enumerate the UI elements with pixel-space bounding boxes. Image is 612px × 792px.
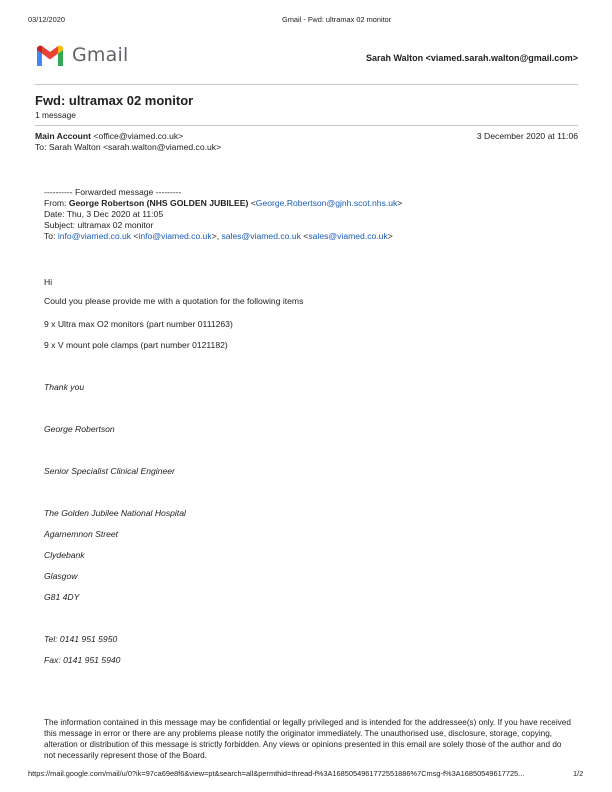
page-title: Fwd: ultramax 02 monitor — [35, 93, 194, 108]
fax-line: Fax: 0141 951 5940 — [44, 655, 121, 665]
sender-line — [35, 131, 183, 141]
forwarded-from-name: George Robertson (NHS GOLDEN JUBILEE) — [68, 198, 249, 208]
forwarded-to-label: To: — [44, 231, 58, 241]
forwarded-from-label: From: — [44, 198, 69, 208]
forwarded-date: Date: Thu, 3 Dec 2020 at 11:05 — [44, 209, 164, 219]
divider-top — [35, 84, 578, 85]
forwarded-subject: Subject: ultramax 02 monitor — [44, 220, 154, 230]
address-line-5: G81 4DY — [44, 592, 80, 602]
to-link-sales[interactable]: sales@viamed.co.uk — [221, 231, 301, 241]
to-link-info[interactable]: info@viamed.co.uk — [57, 231, 132, 241]
recipient-line: To: Sarah Walton <sarah.walton@viamed.co.uk> — [35, 142, 222, 152]
forwarded-from-email-link[interactable]: George.Robertson@gjnh.scot.nhs.uk — [255, 198, 398, 208]
disclaimer-text: The information contained in this message may be confidential or legally privileged and is intended for the addressee(s) only. If you have received this message in error or there are any problems please notify the originator immediately. The unauthorised use, disclosure, storage, copying, alteration or distribution of this message is strictly forbidden. Any views or opinions presented in this email are solely those of the author and do not necessarily represent those of the Board. — [44, 718, 571, 760]
address-line-1: The Golden Jubilee National Hospital — [44, 508, 186, 518]
signature-name: George Robertson — [44, 424, 115, 434]
forwarded-from: From: George Robertson (NHS GOLDEN JUBILEE) <George.Robertson@gjnh.scot.nhs.uk> — [44, 198, 403, 208]
request-text: Could you please provide me with a quotation for the following items — [44, 296, 304, 306]
account-label: Sarah Walton <viamed.sarah.walton@gmail.com> — [365, 53, 578, 63]
to-link-sales-address[interactable]: sales@viamed.co.uk — [308, 231, 388, 241]
print-url: https://mail.google.com/mail/u/0?ik=97ca69e8f6&view=pt&search=all&permthid=thread-f%3A1685054961772551886%7Cmsg-f%3A16850549617725... — [28, 769, 525, 778]
sender-email: <office@viamed.co.uk> — [93, 131, 184, 141]
address-line-3: Clydebank — [44, 550, 85, 560]
address-line-4: Glasgow — [44, 571, 78, 581]
item-1: 9 x Ultra max O2 monitors (part number 0111263) — [44, 319, 233, 329]
greeting: Hi — [44, 277, 53, 287]
page-number: 1/2 — [573, 769, 584, 778]
item-2: 9 x V mount pole clamps (part number 0121182) — [44, 340, 228, 350]
tel-line: Tel: 0141 951 5950 — [44, 634, 118, 644]
print-title: Gmail - Fwd: ultramax 02 monitor — [282, 15, 392, 24]
divider-middle — [35, 125, 578, 126]
signature-title: Senior Specialist Clinical Engineer — [44, 466, 175, 476]
to-link-info-address[interactable]: info@viamed.co.uk — [138, 231, 212, 241]
gmail-logo-text: Gmail — [72, 44, 129, 66]
message-count: 1 message — [35, 110, 76, 120]
address-line-2: Agamemnon Street — [44, 529, 119, 539]
gmail-logo-icon — [35, 44, 65, 67]
sender-date: 3 December 2020 at 11:06 — [476, 131, 578, 141]
forwarded-header: ---------- Forwarded message --------- — [44, 187, 182, 197]
forwarded-to: To: info@viamed.co.uk <info@viamed.co.uk>, sales@viamed.co.uk <sales@viamed.co.uk> — [44, 231, 393, 241]
print-date: 03/12/2020 — [28, 15, 65, 24]
sender-name: Main Account — [35, 131, 92, 141]
thanks-text: Thank you — [44, 382, 85, 392]
